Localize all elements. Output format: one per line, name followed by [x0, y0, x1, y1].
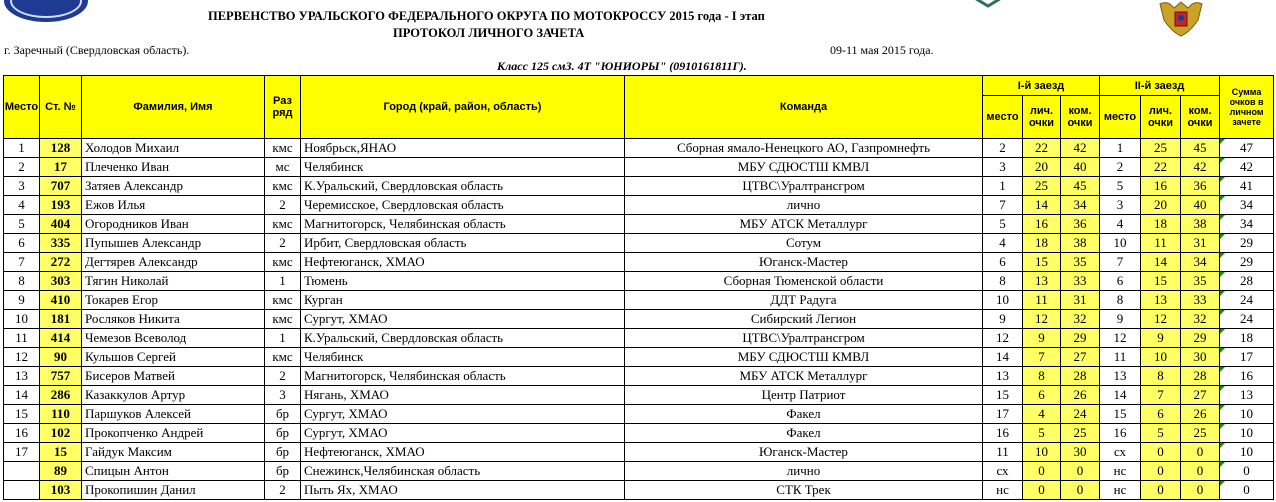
cell-race2-personal-points: 11 [1141, 234, 1181, 253]
cell-race2-place: 10 [1100, 234, 1141, 253]
cell-place: 5 [4, 215, 40, 234]
cell-team: Сборная ямало-Ненецкого АО, Газпромнефть [625, 139, 983, 158]
cell-race2-place: 9 [1100, 310, 1141, 329]
cell-race2-personal-points: 9 [1141, 329, 1181, 348]
table-row [4, 139, 1274, 158]
cell-race1-team-points: 42 [1061, 139, 1100, 158]
cell-race1-place: 1 [983, 177, 1023, 196]
cell-race1-team-points: 29 [1061, 329, 1100, 348]
table-row [4, 291, 1274, 310]
cell-place: 11 [4, 329, 40, 348]
cell-start-number: 110 [40, 405, 82, 424]
cell-race1-team-points: 34 [1061, 196, 1100, 215]
cell-race1-team-points: 27 [1061, 348, 1100, 367]
cell-race2-place: 2 [1100, 158, 1141, 177]
cell-start-number: 15 [40, 443, 82, 462]
cell-start-number: 335 [40, 234, 82, 253]
cell-name: Затяев Александр [82, 177, 265, 196]
cell-race2-team-points: 0 [1181, 462, 1220, 481]
col-header-team: Команда [625, 76, 983, 139]
cell-race2-personal-points: 13 [1141, 291, 1181, 310]
cell-city: Сургут, ХМАО [301, 310, 625, 329]
cell-name: Холодов Михаил [82, 139, 265, 158]
table-row [4, 177, 1274, 196]
cell-total-points: 24 [1220, 291, 1274, 310]
cell-race1-team-points: 30 [1061, 443, 1100, 462]
cell-race1-team-points: 26 [1061, 386, 1100, 405]
cell-race2-team-points: 0 [1181, 481, 1220, 500]
cell-race2-personal-points: 18 [1141, 215, 1181, 234]
cell-total-points: 24 [1220, 310, 1274, 329]
cell-place: 9 [4, 291, 40, 310]
col-header-race2-place: место [1100, 96, 1141, 139]
cell-name: Прокопишин Данил [82, 481, 265, 500]
col-header-place: Место [4, 76, 40, 139]
cell-race1-place: 9 [983, 310, 1023, 329]
col-header-race-1: I-й заезд [983, 76, 1100, 96]
cell-name: Казаккулов Артур [82, 386, 265, 405]
cell-race1-place: 10 [983, 291, 1023, 310]
cell-race2-team-points: 38 [1181, 215, 1220, 234]
table-row [4, 329, 1274, 348]
cell-race1-team-points: 33 [1061, 272, 1100, 291]
table-row [4, 386, 1274, 405]
cell-race1-team-points: 0 [1061, 462, 1100, 481]
table-row [4, 310, 1274, 329]
event-date: 09-11 мая 2015 года. [830, 43, 934, 57]
cell-race1-place: 15 [983, 386, 1023, 405]
cell-name: Росляков Никита [82, 310, 265, 329]
cell-race2-team-points: 26 [1181, 405, 1220, 424]
cell-place [4, 462, 40, 481]
cell-place: 14 [4, 386, 40, 405]
cell-start-number: 303 [40, 272, 82, 291]
cell-race1-personal-points: 22 [1023, 139, 1061, 158]
class-title: Класс 125 смЗ. 4Т "ЮНИОРЫ" (0910161811Г). [497, 59, 747, 73]
cell-city: К.Уральский, Свердловская область [301, 329, 625, 348]
cell-start-number: 286 [40, 386, 82, 405]
cell-race1-personal-points: 0 [1023, 481, 1061, 500]
cell-total-points: 29 [1220, 253, 1274, 272]
cell-race2-personal-points: 6 [1141, 405, 1181, 424]
cell-city: Ноябрьск,ЯНАО [301, 139, 625, 158]
cell-race2-place: 3 [1100, 196, 1141, 215]
cell-race2-team-points: 25 [1181, 424, 1220, 443]
cell-place: 8 [4, 272, 40, 291]
cell-race2-place: 5 [1100, 177, 1141, 196]
cell-team: Центр Патриот [625, 386, 983, 405]
cell-race1-place: 7 [983, 196, 1023, 215]
table-row [4, 424, 1274, 443]
cell-race2-place: 12 [1100, 329, 1141, 348]
cell-team: МБУ АТСК Металлург [625, 215, 983, 234]
cell-name: Плеченко Иван [82, 158, 265, 177]
cell-race2-team-points: 30 [1181, 348, 1220, 367]
col-header-race1-personal: лич. очки [1023, 96, 1061, 139]
cell-race1-personal-points: 9 [1023, 329, 1061, 348]
cell-team: Сибирский Легион [625, 310, 983, 329]
cell-race2-place: 4 [1100, 215, 1141, 234]
cell-total-points: 10 [1220, 424, 1274, 443]
table-row [4, 158, 1274, 177]
cell-name: Паршуков Алексей [82, 405, 265, 424]
cell-team: Факел [625, 424, 983, 443]
cell-place: 6 [4, 234, 40, 253]
event-logo-icon [966, 0, 1010, 8]
results-table [3, 75, 1274, 500]
cell-race1-personal-points: 12 [1023, 310, 1061, 329]
page-title: ПЕРВЕНСТВО УРАЛЬСКОГО ФЕДЕРАЛЬНОГО ОКРУГА ПО МОТОКРОССУ 2015 года - I этап [208, 9, 765, 23]
table-row [4, 215, 1274, 234]
cell-name: Пупышев Александр [82, 234, 265, 253]
cell-name: Бисеров Матвей [82, 367, 265, 386]
cell-race1-place: 17 [983, 405, 1023, 424]
cell-start-number: 193 [40, 196, 82, 215]
cell-rank: 2 [265, 367, 301, 386]
cell-race2-place: 15 [1100, 405, 1141, 424]
cell-race2-team-points: 29 [1181, 329, 1220, 348]
cell-start-number: 414 [40, 329, 82, 348]
cell-start-number: 757 [40, 367, 82, 386]
cell-city: Курган [301, 291, 625, 310]
cell-race2-place: 16 [1100, 424, 1141, 443]
cell-race1-place: 16 [983, 424, 1023, 443]
cell-team: МБУ СДЮСТШ КМВЛ [625, 158, 983, 177]
cell-race2-personal-points: 20 [1141, 196, 1181, 215]
cell-race2-personal-points: 0 [1141, 462, 1181, 481]
cell-city: Нефтеюганск, ХМАО [301, 443, 625, 462]
cell-place: 15 [4, 405, 40, 424]
cell-rank: бр [265, 424, 301, 443]
cell-total-points: 34 [1220, 196, 1274, 215]
cell-start-number: 272 [40, 253, 82, 272]
cell-race2-personal-points: 15 [1141, 272, 1181, 291]
table-row [4, 272, 1274, 291]
cell-race2-place: 8 [1100, 291, 1141, 310]
cell-rank: бр [265, 443, 301, 462]
cell-race1-team-points: 25 [1061, 424, 1100, 443]
cell-city: Снежинск,Челябинская область [301, 462, 625, 481]
cell-race1-team-points: 40 [1061, 158, 1100, 177]
cell-place: 3 [4, 177, 40, 196]
cell-race2-personal-points: 16 [1141, 177, 1181, 196]
cell-name: Огородников Иван [82, 215, 265, 234]
cell-total-points: 13 [1220, 386, 1274, 405]
cell-race1-team-points: 45 [1061, 177, 1100, 196]
cell-race1-personal-points: 10 [1023, 443, 1061, 462]
cell-place: 16 [4, 424, 40, 443]
cell-start-number: 128 [40, 139, 82, 158]
cell-race1-personal-points: 15 [1023, 253, 1061, 272]
cell-race1-personal-points: 18 [1023, 234, 1061, 253]
table-row [4, 443, 1274, 462]
cell-race1-personal-points: 5 [1023, 424, 1061, 443]
cell-race1-place: 4 [983, 234, 1023, 253]
cell-race1-place: 12 [983, 329, 1023, 348]
cell-name: Прокопченко Андрей [82, 424, 265, 443]
cell-city: Челябинск [301, 158, 625, 177]
coat-of-arms-icon [1156, 0, 1206, 38]
cell-race2-team-points: 34 [1181, 253, 1220, 272]
table-row [4, 405, 1274, 424]
cell-total-points: 41 [1220, 177, 1274, 196]
cell-race2-place: 7 [1100, 253, 1141, 272]
cell-race1-place: 5 [983, 215, 1023, 234]
col-header-race-2: II-й заезд [1100, 76, 1220, 96]
cell-race2-team-points: 27 [1181, 386, 1220, 405]
cell-rank: 2 [265, 481, 301, 500]
cell-place [4, 481, 40, 500]
cell-race1-team-points: 24 [1061, 405, 1100, 424]
col-header-rank: Раз ряд [265, 76, 301, 139]
cell-name: Дегтярев Александр [82, 253, 265, 272]
cell-rank: бр [265, 462, 301, 481]
cell-start-number: 103 [40, 481, 82, 500]
cell-city: Сургут, ХМАО [301, 424, 625, 443]
cell-race2-team-points: 32 [1181, 310, 1220, 329]
cell-race1-team-points: 35 [1061, 253, 1100, 272]
cell-city: Нягань, ХМАО [301, 386, 625, 405]
cell-name: Чемезов Всеволод [82, 329, 265, 348]
cell-race2-place: 11 [1100, 348, 1141, 367]
cell-race2-team-points: 45 [1181, 139, 1220, 158]
cell-race2-personal-points: 5 [1141, 424, 1181, 443]
cell-team: ДДТ Радуга [625, 291, 983, 310]
cell-rank: кмс [265, 291, 301, 310]
cell-race2-team-points: 33 [1181, 291, 1220, 310]
col-header-race2-personal: лич. очки [1141, 96, 1181, 139]
cell-team: лично [625, 462, 983, 481]
cell-race1-team-points: 38 [1061, 234, 1100, 253]
cell-race1-place: сх [983, 462, 1023, 481]
cell-race2-place: нс [1100, 481, 1141, 500]
cell-rank: 1 [265, 272, 301, 291]
cell-race1-personal-points: 25 [1023, 177, 1061, 196]
cell-race2-personal-points: 14 [1141, 253, 1181, 272]
cell-race1-place: 3 [983, 158, 1023, 177]
cell-city: К.Уральский, Свердловская область [301, 177, 625, 196]
cell-race2-personal-points: 12 [1141, 310, 1181, 329]
cell-city: Пыть Ях, ХМАО [301, 481, 625, 500]
cell-race2-team-points: 36 [1181, 177, 1220, 196]
cell-total-points: 17 [1220, 348, 1274, 367]
cell-race1-team-points: 32 [1061, 310, 1100, 329]
cell-place: 7 [4, 253, 40, 272]
cell-name: Токарев Егор [82, 291, 265, 310]
cell-place: 17 [4, 443, 40, 462]
cell-start-number: 102 [40, 424, 82, 443]
cell-place: 10 [4, 310, 40, 329]
cell-race2-team-points: 0 [1181, 443, 1220, 462]
cell-race2-personal-points: 25 [1141, 139, 1181, 158]
cell-race2-team-points: 35 [1181, 272, 1220, 291]
cell-race1-personal-points: 0 [1023, 462, 1061, 481]
table-row [4, 348, 1274, 367]
cell-rank: 2 [265, 196, 301, 215]
cell-total-points: 0 [1220, 481, 1274, 500]
cell-name: Кульшов Сергей [82, 348, 265, 367]
cell-team: МБУ АТСК Металлург [625, 367, 983, 386]
cell-rank: кмс [265, 139, 301, 158]
cell-start-number: 404 [40, 215, 82, 234]
cell-total-points: 10 [1220, 405, 1274, 424]
cell-race1-team-points: 0 [1061, 481, 1100, 500]
federation-logo [4, 0, 88, 22]
col-header-race2-team: ком. очки [1181, 96, 1220, 139]
cell-place: 4 [4, 196, 40, 215]
cell-rank: кмс [265, 177, 301, 196]
table-row [4, 462, 1274, 481]
cell-team: Юганск-Мастер [625, 253, 983, 272]
cell-total-points: 28 [1220, 272, 1274, 291]
cell-team: ЦТВС\Уралтрансгром [625, 177, 983, 196]
cell-race1-place: 14 [983, 348, 1023, 367]
cell-race2-team-points: 28 [1181, 367, 1220, 386]
cell-total-points: 42 [1220, 158, 1274, 177]
cell-team: ЦТВС\Уралтрансгром [625, 329, 983, 348]
cell-race2-place: 1 [1100, 139, 1141, 158]
cell-race1-place: 8 [983, 272, 1023, 291]
col-header-sum: Сумма очков в личном зачете [1220, 76, 1274, 139]
cell-race2-place: нс [1100, 462, 1141, 481]
cell-rank: 1 [265, 329, 301, 348]
cell-race1-place: 2 [983, 139, 1023, 158]
cell-race1-personal-points: 7 [1023, 348, 1061, 367]
cell-team: Юганск-Мастер [625, 443, 983, 462]
cell-race2-personal-points: 7 [1141, 386, 1181, 405]
cell-race1-personal-points: 4 [1023, 405, 1061, 424]
cell-race2-team-points: 31 [1181, 234, 1220, 253]
cell-rank: кмс [265, 310, 301, 329]
cell-race1-place: 6 [983, 253, 1023, 272]
cell-rank: бр [265, 405, 301, 424]
table-row [4, 481, 1274, 500]
cell-start-number: 181 [40, 310, 82, 329]
cell-name: Спицын Антон [82, 462, 265, 481]
cell-team: МБУ СДЮСТШ КМВЛ [625, 348, 983, 367]
cell-city: Магнитогорск, Челябинская область [301, 367, 625, 386]
cell-team: СТК Трек [625, 481, 983, 500]
cell-race1-personal-points: 14 [1023, 196, 1061, 215]
cell-start-number: 707 [40, 177, 82, 196]
cell-race1-personal-points: 11 [1023, 291, 1061, 310]
cell-rank: мс [265, 158, 301, 177]
table-row [4, 196, 1274, 215]
cell-race2-place: 14 [1100, 386, 1141, 405]
cell-race1-personal-points: 8 [1023, 367, 1061, 386]
col-header-race1-team: ком. очки [1061, 96, 1100, 139]
cell-race1-place: 11 [983, 443, 1023, 462]
cell-city: Челябинск [301, 348, 625, 367]
cell-rank: 3 [265, 386, 301, 405]
cell-total-points: 34 [1220, 215, 1274, 234]
cell-race2-team-points: 40 [1181, 196, 1220, 215]
cell-total-points: 29 [1220, 234, 1274, 253]
cell-race2-team-points: 42 [1181, 158, 1220, 177]
cell-team: Сотум [625, 234, 983, 253]
cell-place: 12 [4, 348, 40, 367]
cell-city: Магнитогорск, Челябинская область [301, 215, 625, 234]
cell-race1-personal-points: 20 [1023, 158, 1061, 177]
cell-name: Ежов Илья [82, 196, 265, 215]
cell-team: Сборная Тюменской области [625, 272, 983, 291]
cell-start-number: 410 [40, 291, 82, 310]
cell-total-points: 18 [1220, 329, 1274, 348]
cell-team: Факел [625, 405, 983, 424]
cell-race1-team-points: 31 [1061, 291, 1100, 310]
cell-team: лично [625, 196, 983, 215]
cell-total-points: 47 [1220, 139, 1274, 158]
cell-race1-place: 13 [983, 367, 1023, 386]
cell-race2-personal-points: 10 [1141, 348, 1181, 367]
cell-rank: кмс [265, 215, 301, 234]
cell-rank: кмс [265, 348, 301, 367]
cell-race2-place: сх [1100, 443, 1141, 462]
cell-total-points: 0 [1220, 462, 1274, 481]
cell-race1-personal-points: 13 [1023, 272, 1061, 291]
cell-city: Тюмень [301, 272, 625, 291]
protocol-subtitle: ПРОТОКОЛ ЛИЧНОГО ЗАЧЕТА [393, 26, 585, 40]
cell-race1-team-points: 28 [1061, 367, 1100, 386]
cell-race1-personal-points: 16 [1023, 215, 1061, 234]
cell-name: Тягин Николай [82, 272, 265, 291]
cell-start-number: 17 [40, 158, 82, 177]
col-header-city: Город (край, район, область) [301, 76, 625, 139]
col-header-name: Фамилия, Имя [82, 76, 265, 139]
cell-total-points: 16 [1220, 367, 1274, 386]
cell-city: Нефтеюганск, ХМАО [301, 253, 625, 272]
cell-race2-personal-points: 22 [1141, 158, 1181, 177]
cell-race2-personal-points: 0 [1141, 443, 1181, 462]
cell-race2-place: 13 [1100, 367, 1141, 386]
col-header-race1-place: место [983, 96, 1023, 139]
col-header-start-no: Ст. № [40, 76, 82, 139]
table-row [4, 253, 1274, 272]
event-location: г. Заречный (Свердловская область). [4, 43, 190, 57]
cell-race1-place: нс [983, 481, 1023, 500]
cell-total-points: 10 [1220, 443, 1274, 462]
logo-ring [10, 0, 82, 18]
cell-race2-personal-points: 8 [1141, 367, 1181, 386]
cell-start-number: 89 [40, 462, 82, 481]
cell-name: Гайдук Максим [82, 443, 265, 462]
cell-race1-personal-points: 6 [1023, 386, 1061, 405]
cell-place: 1 [4, 139, 40, 158]
cell-start-number: 90 [40, 348, 82, 367]
table-row [4, 234, 1274, 253]
cell-place: 13 [4, 367, 40, 386]
cell-race1-team-points: 36 [1061, 215, 1100, 234]
cell-city: Сургут, ХМАО [301, 405, 625, 424]
cell-place: 2 [4, 158, 40, 177]
cell-rank: 2 [265, 234, 301, 253]
table-row [4, 367, 1274, 386]
cell-city: Ирбит, Свердловская область [301, 234, 625, 253]
cell-race2-personal-points: 0 [1141, 481, 1181, 500]
cell-city: Черемисское, Свердловская область [301, 196, 625, 215]
cell-race2-place: 6 [1100, 272, 1141, 291]
cell-rank: кмс [265, 253, 301, 272]
